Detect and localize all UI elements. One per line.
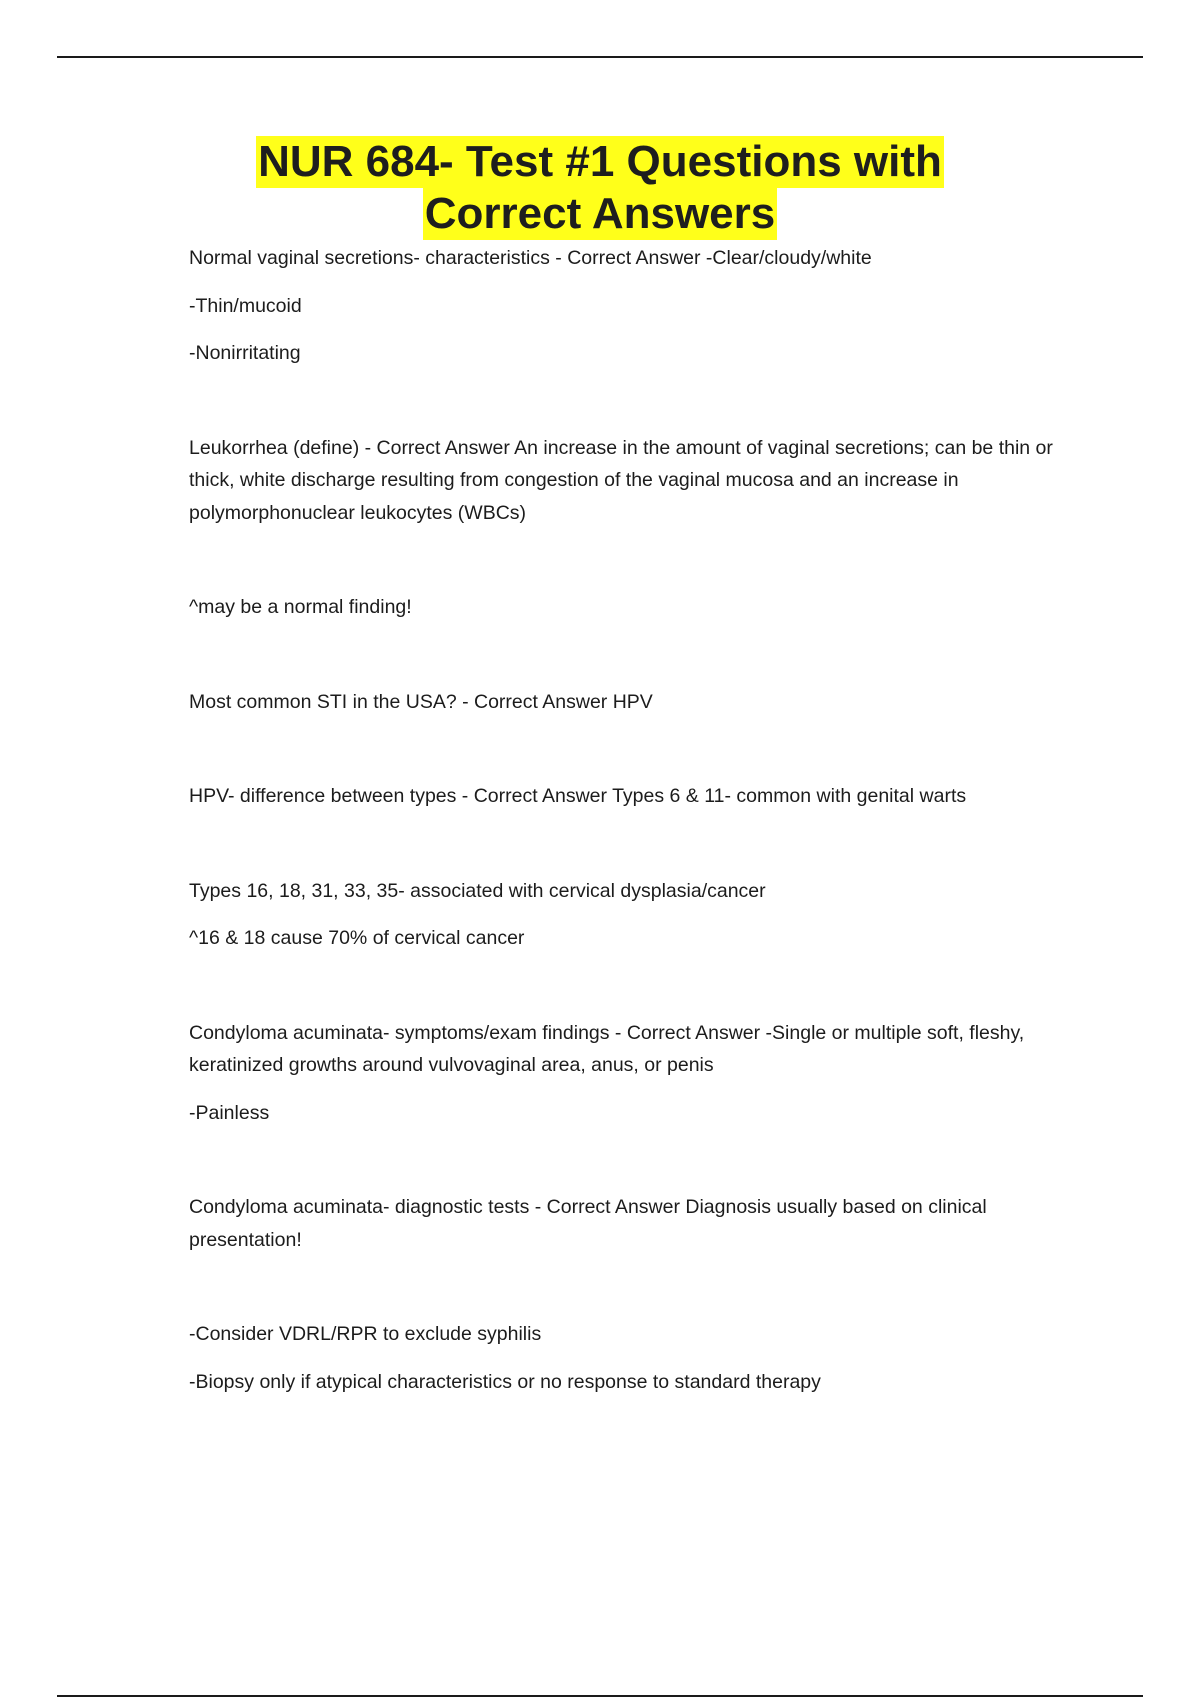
document-title (0, 136, 1200, 240)
qa-line: -Painless (189, 1101, 270, 1124)
qa-line: Condyloma acuminata- diagnostic tests - Correct Answer Diagnosis usually based on clinical presentation! (189, 1196, 987, 1251)
qa-line: Types 16, 18, 31, 33, 35- associated with cervical dysplasia/cancer (189, 879, 766, 902)
qa-line: Normal vaginal secretions- characteristics - Correct Answer -Clear/cloudy/white (189, 247, 872, 269)
qa-line: Most common STI in the USA? - Correct Answer HPV (189, 690, 653, 713)
title-line-1: NUR 684- Test #1 Questions with (258, 137, 942, 186)
qa-line: Leukorrhea (define) - Correct Answer An increase in the amount of vaginal secretions; can be thin or thick, white discharge resulting from congestion of the vaginal mucosa and an increase in polymorphonuclear leukocytes (WBCs) (189, 436, 1053, 524)
title-line-2: Correct Answers (424, 189, 776, 238)
qa-line: -Nonirritating (189, 342, 301, 364)
qa-line: -Thin/mucoid (189, 294, 302, 317)
qa-line: Condyloma acuminata- symptoms/exam findings - Correct Answer -Single or multiple soft, fleshy, keratinized growths around vulvovaginal area, anus, or penis (189, 1021, 1025, 1076)
qa-line: ^may be a normal finding! (189, 596, 412, 618)
qa-line: -Consider VDRL/RPR to exclude syphilis (189, 1323, 542, 1345)
bottom-rule (57, 1695, 1143, 1697)
top-rule (57, 56, 1143, 58)
qa-line: -Biopsy only if atypical characteristics or no response to standard therapy (189, 1370, 821, 1393)
document-body (189, 242, 1069, 1398)
qa-line: HPV- difference between types - Correct Answer Types 6 & 11- common with genital warts (189, 785, 967, 807)
qa-line: ^16 & 18 cause 70% of cervical cancer (189, 927, 525, 949)
